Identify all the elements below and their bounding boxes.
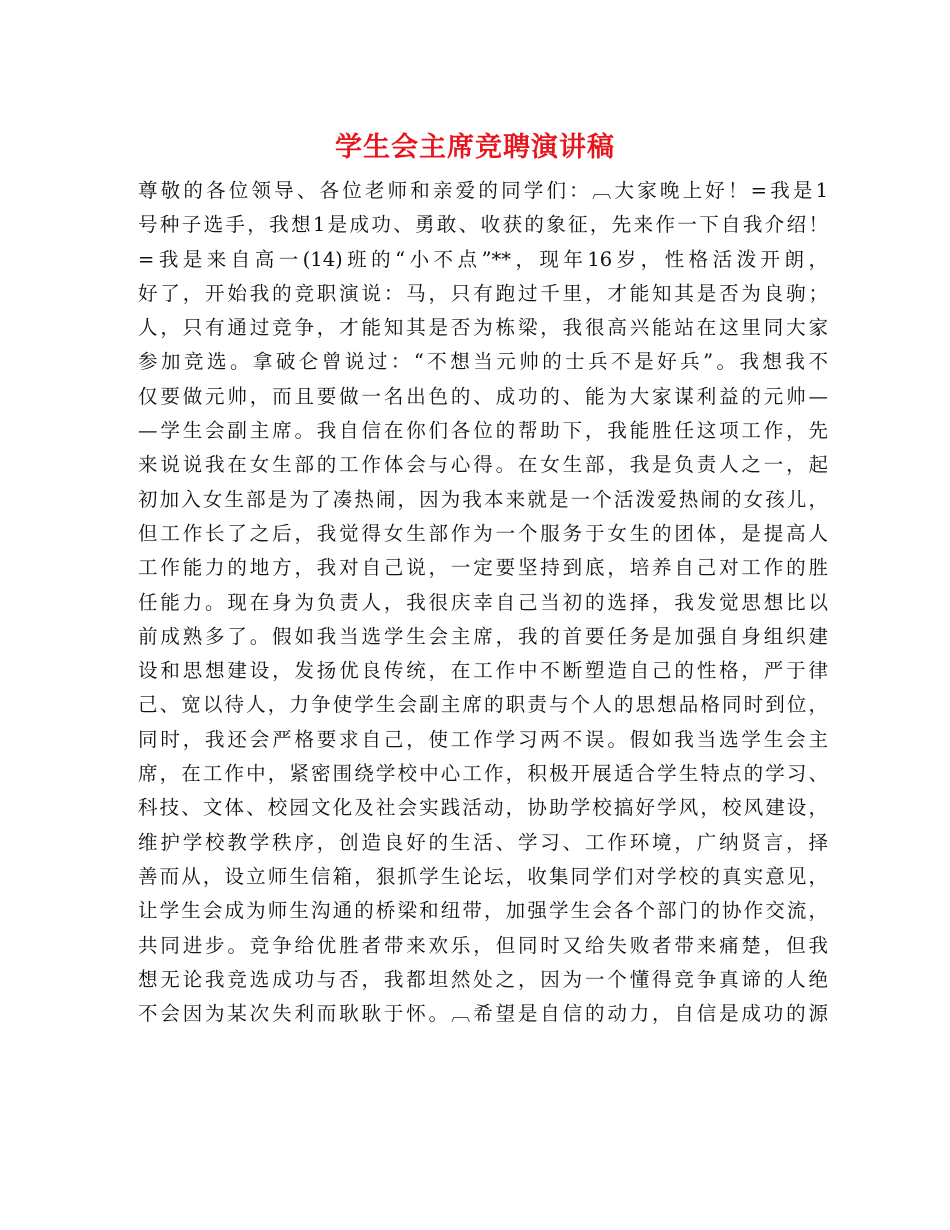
body-line-8: —学生会副主席。我自信在你们各位的帮助下，我能胜任这项工作，先 [138,419,828,443]
body-line-6: 参加竞选。拿破仑曾说过：“不想当元帅的士兵不是好兵”。我想我不 [138,350,828,374]
body-line-19: 科技、文体、校园文化及社会实践活动，协助学校搞好学风，校风建设， [138,796,828,820]
body-line-9: 来说说我在女生部的工作体会与心得。在女生部，我是负责人之一，起 [138,453,828,477]
body-line-16: 己、宽以待人，力争使学生会副主席的职责与个人的思想品格同时到位， [138,693,828,717]
body-line-5: 人，只有通过竞争，才能知其是否为栋梁，我很高兴能站在这里同大家 [138,316,828,340]
body-line-17: 同时，我还会严格要求自己，使工作学习两不误。假如我当选学生会主 [138,727,828,751]
body-line-12: 工作能力的地方，我对自己说，一定要坚持到底，培养自己对工作的胜 [138,556,828,580]
body-line-11: 但工作长了之后，我觉得女生部作为一个服务于女生的团体，是提高人 [138,521,828,545]
body-line-1: 尊敬的各位领导、各位老师和亲爱的同学们：︹大家晚上好！=我是1 [138,179,828,202]
body-line-18: 席，在工作中，紧密围绕学校中心工作，积极开展适合学生特点的学习、 [138,762,828,786]
body-line-14: 前成熟多了。假如我当选学生会主席，我的首要任务是加强自身组织建 [138,624,828,648]
body-line-10: 初加入女生部是为了凑热闹，因为我本来就是一个活泼爱热闹的女孩儿， [138,487,828,511]
body-line-15: 设和思想建设，发扬优良传统，在工作中不断塑造自己的性格，严于律 [138,659,828,683]
body-line-22: 让学生会成为师生沟通的桥梁和纽带，加强学生会各个部门的协作交流， [138,899,828,923]
body-line-7: 仅要做元帅，而且要做一名出色的、成功的、能为大家谋利益的元帅— [138,384,828,408]
document-body [138,174,828,1031]
body-line-3: =我是来自高一(14)班的“小不点”**，现年16岁，性格活泼开朗， [138,247,828,271]
body-line-13: 任能力。现在身为负责人，我很庆幸自己当初的选择，我发觉思想比以 [138,590,828,614]
document-title: 学生会主席竞聘演讲稿 [335,132,615,163]
body-line-24: 想无论我竞选成功与否，我都坦然处之，因为一个懂得竞争真谛的人绝 [138,967,828,991]
body-line-2: 号种子选手，我想1是成功、勇敢、收获的象征，先来作一下自我介绍！ [138,213,828,237]
body-line-4: 好了，开始我的竞职演说：马，只有跑过千里，才能知其是否为良驹； [138,281,828,305]
body-line-21: 善而从，设立师生信箱，狠抓学生论坛，收集同学们对学校的真实意见， [138,864,828,888]
body-line-25: 不会因为某次失利而耿耿于怀。︹希望是自信的动力，自信是成功的源 [138,1002,828,1026]
body-line-23: 共同进步。竞争给优胜者带来欢乐，但同时又给失败者带来痛楚，但我 [138,933,828,957]
body-line-20: 维护学校教学秩序，创造良好的生活、学习、工作环境，广纳贤言，择 [138,830,828,854]
